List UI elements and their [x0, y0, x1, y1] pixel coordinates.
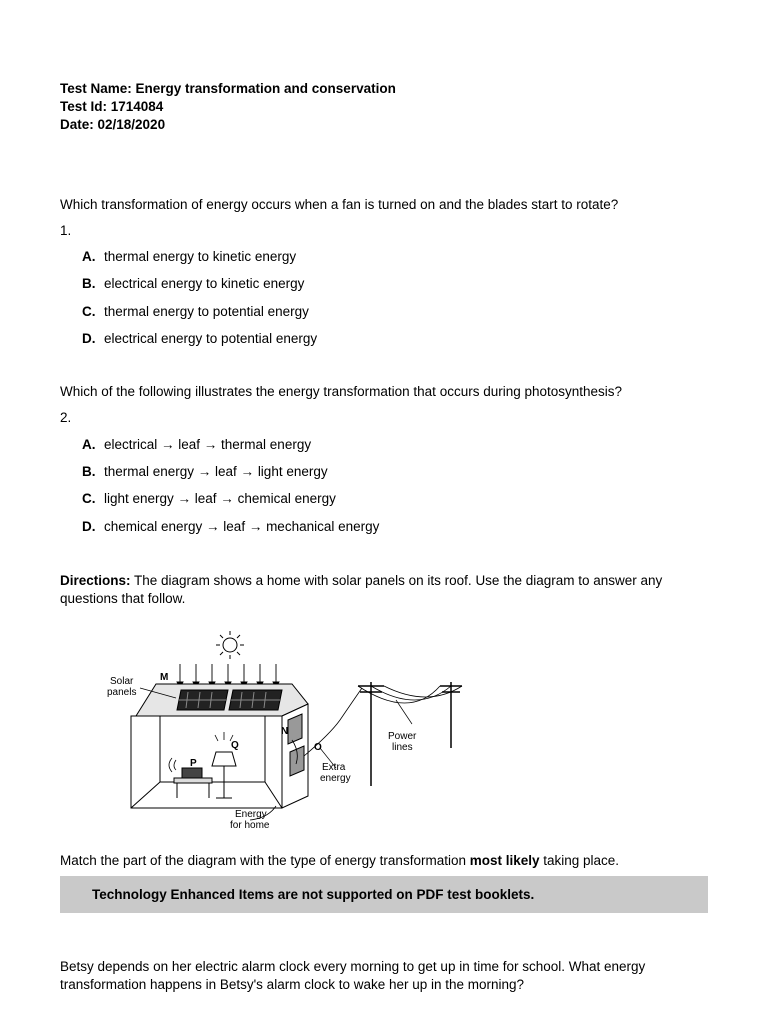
option-text: thermal energy → leaf → light energy: [104, 464, 328, 479]
option-text: electrical energy to kinetic energy: [104, 276, 305, 291]
question-1-option-a[interactable]: [82, 249, 296, 264]
option-text: thermal energy to kinetic energy: [104, 249, 297, 264]
option-letter: B.: [82, 464, 96, 479]
label-panels: panels: [107, 687, 137, 698]
directions-label: Directions:: [60, 573, 131, 588]
question-3-text: Betsy depends on her electric alarm clock every morning to get up in time for school. What energy transformation happens in Betsy's alarm clock to wake her up in the morning?: [60, 959, 646, 992]
sun-icon: [216, 631, 244, 659]
option-text: electrical energy to potential energy: [104, 331, 318, 346]
match-before: Match the part of the diagram with the type of energy transformation: [60, 853, 470, 868]
question-1-option-b[interactable]: [82, 276, 304, 291]
option-letter: A.: [82, 249, 96, 264]
option-letter: A.: [82, 437, 96, 452]
label-solar: Solar: [110, 676, 134, 687]
unsupported-items-banner: [60, 876, 708, 913]
option-text: electrical → leaf → thermal energy: [104, 437, 312, 452]
solar-home-diagram: [100, 628, 480, 838]
option-letter: D.: [82, 331, 96, 346]
question-1-option-d[interactable]: [82, 331, 317, 346]
question-1-text: Which transformation of energy occurs when a fan is turned on and the blades start to rotate?: [60, 197, 619, 212]
option-text: thermal energy to potential energy: [104, 304, 309, 319]
label-energy-home-2: for home: [230, 820, 270, 831]
label-m: M: [160, 672, 169, 683]
match-bold: most likely: [469, 853, 540, 868]
label-o: O: [314, 742, 322, 753]
option-letter: D.: [82, 519, 96, 534]
power-lines: [304, 686, 462, 756]
option-letter: C.: [82, 491, 96, 506]
label-energy-home-1: Energy: [235, 809, 267, 820]
label-power: Power: [388, 731, 417, 742]
test-date: Date: 02/18/2020: [60, 117, 166, 132]
test-header: [60, 80, 396, 134]
label-p: P: [190, 758, 197, 769]
question-2-text: Which of the following illustrates the energy transformation that occurs during photosynthesis?: [60, 384, 623, 399]
banner-text: Technology Enhanced Items are not supported on PDF test booklets.: [92, 887, 535, 902]
option-letter: C.: [82, 304, 96, 319]
option-text: light energy → leaf → chemical energy: [104, 491, 336, 506]
label-q: Q: [231, 740, 239, 751]
question-2-option-a[interactable]: [82, 437, 311, 452]
directions: [60, 572, 720, 608]
match-after: taking place.: [539, 853, 620, 868]
option-letter: B.: [82, 276, 96, 291]
question-1-option-c[interactable]: [82, 304, 309, 319]
question-2-option-c[interactable]: [82, 491, 336, 506]
test-name: Test Name: Energy transformation and conservation: [60, 81, 396, 96]
question-2-option-b[interactable]: [82, 464, 328, 479]
label-energy: energy: [320, 773, 351, 784]
directions-text: The diagram shows a home with solar panels on its roof. Use the diagram to answer any questions that follow.: [60, 573, 663, 606]
question-1-number: 1.: [60, 223, 72, 238]
question-2-option-d[interactable]: [82, 519, 379, 534]
test-id: Test Id: 1714084: [60, 99, 164, 114]
label-n: N: [281, 726, 289, 737]
label-extra: Extra: [322, 762, 346, 773]
match-instruction: [60, 852, 720, 870]
label-lines: lines: [392, 742, 413, 753]
question-2-number: 2.: [60, 410, 72, 425]
option-text: chemical energy → leaf → mechanical energy: [104, 519, 380, 534]
